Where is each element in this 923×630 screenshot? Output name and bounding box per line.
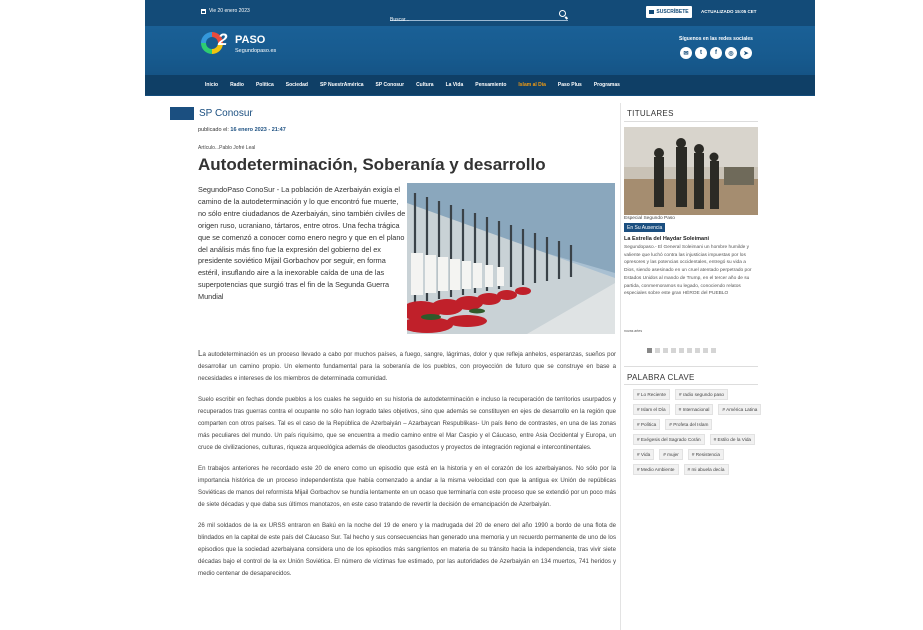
keywords-rule (624, 384, 758, 385)
instagram-icon[interactable]: ◎ (725, 47, 737, 59)
subscribe-button[interactable] (646, 6, 692, 18)
search-box[interactable] (390, 8, 568, 21)
published-date: 16 enero 2023 - 21:47 (230, 127, 286, 133)
telegram-icon[interactable]: ➤ (740, 47, 752, 59)
nav-sp-nuestramerica[interactable]: SP NuestrAmérica (319, 82, 364, 88)
keyword-tag[interactable]: # Medio Ambiente (633, 464, 679, 475)
article-hero-image (407, 183, 615, 334)
keyword-tag[interactable]: # Profeta del Islam (665, 419, 712, 430)
keyword-tag[interactable]: # Estilo de la Vida (710, 434, 755, 445)
keyword-tag[interactable]: # Exégesis del Sagrado Corán (633, 434, 705, 445)
site-logo[interactable] (201, 30, 291, 66)
keyword-tag[interactable]: # radio segundo paso (675, 389, 728, 400)
keyword-tag[interactable]: # mujer (659, 449, 683, 460)
slider-dot[interactable] (703, 348, 708, 353)
section-tag[interactable] (170, 107, 253, 120)
twitter-icon[interactable]: t (695, 47, 707, 59)
header-date (201, 8, 250, 14)
slider-dot[interactable] (695, 348, 700, 353)
slider-dot[interactable] (663, 348, 668, 353)
titulares-more-link[interactable]: novas artes (624, 329, 643, 333)
keyword-tags (633, 389, 763, 475)
slider-dots (647, 348, 716, 353)
article-title: Autodeterminación, Soberanía y desarrollo (198, 155, 546, 174)
email-icon[interactable]: ✉ (680, 47, 692, 59)
top-bar (145, 0, 815, 26)
main-nav (145, 75, 815, 95)
slider-dot[interactable] (687, 348, 692, 353)
sidebar-divider (620, 103, 621, 630)
published-label: publicado el: (198, 127, 229, 133)
site-header (145, 0, 815, 96)
titulares-rule (624, 121, 758, 122)
updated-time: ACTUALIZADO 15:05 CET (701, 9, 757, 14)
social-icons (680, 47, 752, 59)
facebook-icon[interactable]: f (710, 47, 722, 59)
keywords-heading: PALABRA CLAVE (627, 373, 695, 382)
nav-sp-conosur[interactable]: SP Conosur (375, 82, 405, 88)
slider-dot[interactable] (711, 348, 716, 353)
keyword-tag[interactable]: # América Latina (718, 404, 761, 415)
nav-politica[interactable]: Política (255, 82, 274, 88)
slider-dot[interactable] (679, 348, 684, 353)
article-author: Artículo...Pablo Jofré Leal (198, 145, 256, 151)
slider-dot[interactable] (655, 348, 660, 353)
article-paragraph: La autodeterminación es un proceso llevado a cabo por muchos países, a fuego, sangre, lágrimas, dolor y que refleja anhelos, esperanzas, sueños por desarrollar un camino propio. Un elemento fundamental para la soberanía de los pueblos, con proyección de futuro que se construye en base a necesidades e intereses de los miembros de determinada comunidad. (198, 349, 616, 383)
logo-number: 2 (218, 30, 228, 49)
nav-programas[interactable]: Programas (593, 82, 620, 88)
keyword-tag[interactable]: # Islam el Día (633, 404, 670, 415)
article-lead: SegundoPaso ConoSur - La población de Azerbaiyán exigía el camino de la autodeterminación y lo que encontró fue muerte, no sólo entre ciudadanos de Azerbaiyán, sino también civiles de origen ruso, ucraniano, tártaros, entre otros. Una fecha trágica que se comenzó a conocer como enero negro y que en el plano del análisis más fino fue la expresión del gobierno del ex presidente soviético Mijail Gorbachov por seguir, en forma estéril, insuflando aire a la inexorable caída de una de las superpotencias que surgió tras el fin de la Segunda Guerra Mundial (198, 185, 406, 302)
nav-cultura[interactable]: Cultura (416, 82, 434, 88)
section-name: SP Conosur (199, 108, 253, 119)
soldiers-photo (624, 127, 758, 215)
search-input[interactable] (390, 14, 550, 26)
keyword-tag[interactable]: # mi abuela decía (684, 464, 729, 475)
nav-radio[interactable]: Radio (230, 82, 244, 88)
date-text: Vie 20 enero 2023 (209, 8, 250, 14)
nav-sociedad[interactable]: Sociedad (285, 82, 308, 88)
titulares-heading: TITULARES (627, 109, 674, 118)
search-icon[interactable] (559, 10, 566, 17)
keyword-tag[interactable]: # Política (633, 419, 660, 430)
envelope-icon (649, 10, 654, 14)
keyword-tag[interactable]: # Internacional (675, 404, 714, 415)
keyword-tag[interactable]: # Lo Reciente (633, 389, 670, 400)
titulares-category: Especial Segundo Paso (624, 216, 675, 221)
titulares-headline[interactable]: La Estrella del Haydar Soleimani (624, 236, 709, 242)
article-paragraph: En trabajos anteriores he recordado este 20 de enero como un episodio que está en la historia y en el corazón de los azerbaiyanos. No sólo por la importancia histórica de un proceso independentista que había comenzado a andar a la misma velocidad con que la antigua ex Unión de repúblicas Soviéticas de manos del reformista Mijail Gorbachov se hundía lentamente en un ocaso que terminaría con este proceso que se extendió por un poco más de siete décadas y que daba sus últimos manotazos, en este caso tratando de revertir la decisión de emancipación de Azerbaiyán. (198, 464, 616, 509)
article-paragraph: Suelo escribir en fechas donde pueblos a los cuales he seguido en su historia de autodeterminación e incluso la recuperación de territorios usurpados y recuperados tras guerras contra el ocupante no sólo han logrado tales objetivos, sino que además se constituyen en ejes de desarrollo en la región que comparten con otros países. Tal es el caso de la República de Azerbaiyán – Azarbaycan Respublikası- Un país lleno de contrastes, en una de las zonas más peculiares del mundo. Un país riquísimo, que se encuentra a medio camino entre el Mar Caspio y el Cáucaso, entre Asia Occidental y Europa, un cruce de civilizaciones, culturas, riqueza arqueológica además de oleoductos gasoductos y proyectos de integración regional e intercontinentales. (198, 395, 616, 452)
nav-inicio[interactable]: Inicio (205, 82, 219, 88)
slider-dot[interactable] (647, 348, 652, 353)
keywords-top-rule (624, 366, 758, 367)
keyword-tag[interactable]: # Vida (633, 449, 654, 460)
logo-name: PASO (235, 34, 266, 46)
titulares-summary: Segundopaso.- El General Soleimani un hombre humilde y valiente que luchó contra las injusticias impuestas por los opresores y las potencias occidentales, entregó su vida a Dios, siendo asesinado en un cruel atentado perpetrado por Estados Unidos al mando de Trump, en el tercer año de su partida, conmemoramos su legado, conociendo relatos especiales sobre este gran HÉROE del PUEBLO (624, 245, 752, 297)
subscribe-label: SUSCRÍBETE (656, 9, 689, 15)
logo-subtitle: Segundopaso.es (235, 48, 277, 54)
nav-paso-plus[interactable]: Paso Plus (557, 82, 582, 88)
article-body (198, 348, 616, 589)
published-line (198, 127, 286, 133)
titulares-badge[interactable]: En Su Ausencia (624, 223, 665, 232)
social-label: Síguenos en las redes sociales (679, 36, 753, 42)
nav-la-vida[interactable]: La Vida (445, 82, 464, 88)
slider-dot[interactable] (671, 348, 676, 353)
titulares-image[interactable] (624, 127, 758, 215)
nav-pensamiento[interactable]: Pensamiento (475, 82, 507, 88)
nav-islam-al-dia[interactable]: Islam al Día (518, 82, 546, 88)
memorial-photo (407, 183, 615, 334)
keyword-tag[interactable]: # Resistencia (688, 449, 724, 460)
article-paragraph: 26 mil soldados de la ex URSS entraron en Bakú en la noche del 19 de enero y la madrugada del 20 de enero del año 1990 a bordo de una flota de blindados en la capital de este país del Cáucaso Sur. Tal hecho y sus consecuencias han generado una memoria y un recuerdo permanente de uno de los episodios que la sociedad azerbaiyana considera uno de los episodios más sangrientos en materia de su tránsito hacia la independencia, tras vivir siete décadas bajo el control de la ex Unión Soviética. El número de víctimas fue estimado, por las autoridades de Azerbaiyán en 134 muertos, 741 heridos y medio centenar de desaparecidos. (198, 521, 616, 577)
section-bar (170, 107, 194, 120)
calendar-icon (201, 9, 206, 14)
